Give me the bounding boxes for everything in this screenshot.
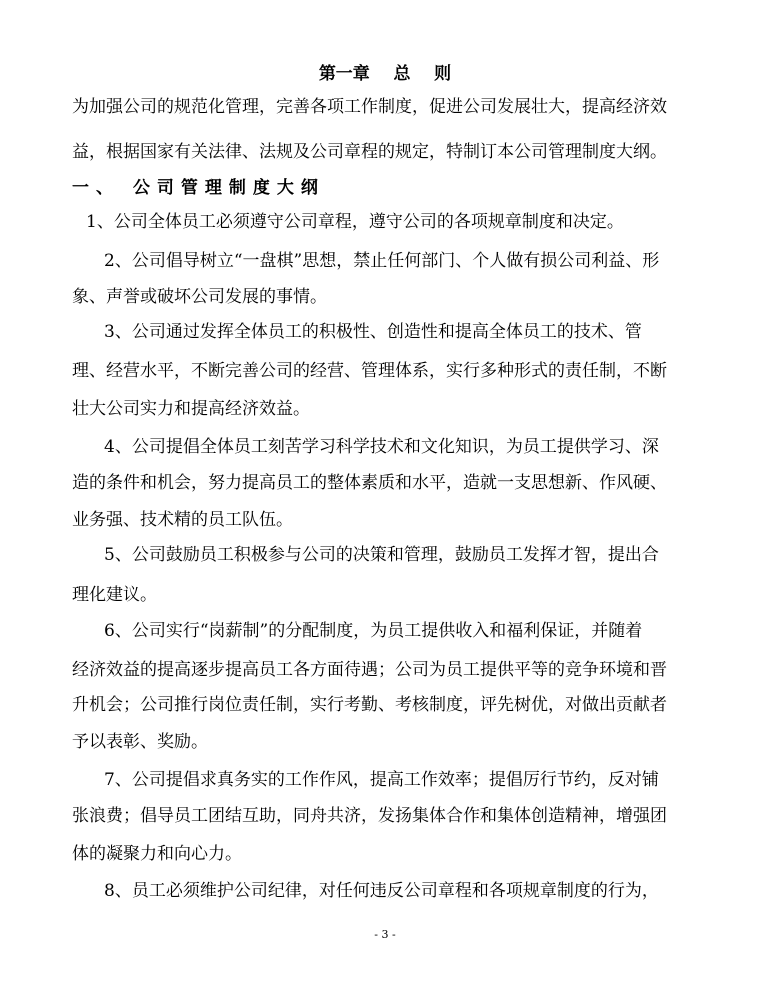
clause-line: 1、公司全体员工必须遵守公司章程，遵守公司的各项规章制度和决定。 — [86, 212, 624, 232]
clause-line: 象、声誉或破坏公司发展的事情。 — [72, 287, 327, 307]
clause-line: 张浪费；倡导员工团结互助，同舟共济，发扬集体合作和集体创造精神，增强团 — [72, 806, 667, 826]
clause-line: 经济效益的提高逐步提高员工各方面待遇；公司为员工提供平等的竞争环境和晋 — [72, 660, 667, 680]
section-heading: 一、 公司管理制度大纲 — [72, 178, 325, 198]
page-number: - 3 - — [374, 928, 396, 941]
clause-line: 造的条件和机会，努力提高员工的整体素质和水平，造就一支思想新、作风硬、 — [72, 473, 667, 493]
intro-line: 益，根据国家有关法律、法规及公司章程的规定，特制订本公司管理制度大纲。 — [72, 142, 667, 162]
clause-line: 3、公司通过发挥全体员工的积极性、创造性和提高全体员工的技术、管 — [104, 322, 642, 342]
clause-line: 升机会；公司推行岗位责任制，实行考勤、考核制度，评先树优，对做出贡献者 — [72, 695, 667, 715]
clause-line: 壮大公司实力和提高经济效益。 — [72, 399, 310, 419]
intro-line: 为加强公司的规范化管理，完善各项工作制度，促进公司发展壮大，提高经济效 — [72, 97, 667, 117]
chapter-title: 第一章 总 则 — [318, 64, 452, 84]
clause-line: 2、公司倡导树立“一盘棋”思想，禁止任何部门、个人做有损公司利益、形 — [104, 251, 660, 271]
clause-line: 予以表彰、奖励。 — [72, 732, 208, 752]
clause-line: 6、公司实行“岗薪制”的分配制度，为员工提供收入和福利保证，并随着 — [104, 621, 643, 641]
clause-line: 业务强、技术精的员工队伍。 — [72, 510, 293, 530]
clause-line: 5、公司鼓励员工积极参与公司的决策和管理，鼓励员工发挥才智，提出合 — [104, 545, 659, 565]
clause-line: 7、公司提倡求真务实的工作作风，提高工作效率；提倡厉行节约，反对铺 — [104, 770, 659, 790]
clause-line: 体的凝聚力和向心力。 — [72, 844, 242, 864]
clause-line: 8、员工必须维护公司纪律，对任何违反公司章程和各项规章制度的行为， — [104, 881, 659, 901]
clause-line: 理化建议。 — [72, 585, 157, 605]
clause-line: 理、经营水平，不断完善公司的经营、管理体系，实行多种形式的责任制，不断 — [72, 361, 667, 381]
clause-line: 4、公司提倡全体员工刻苦学习科学技术和文化知识，为员工提供学习、深 — [104, 437, 659, 457]
